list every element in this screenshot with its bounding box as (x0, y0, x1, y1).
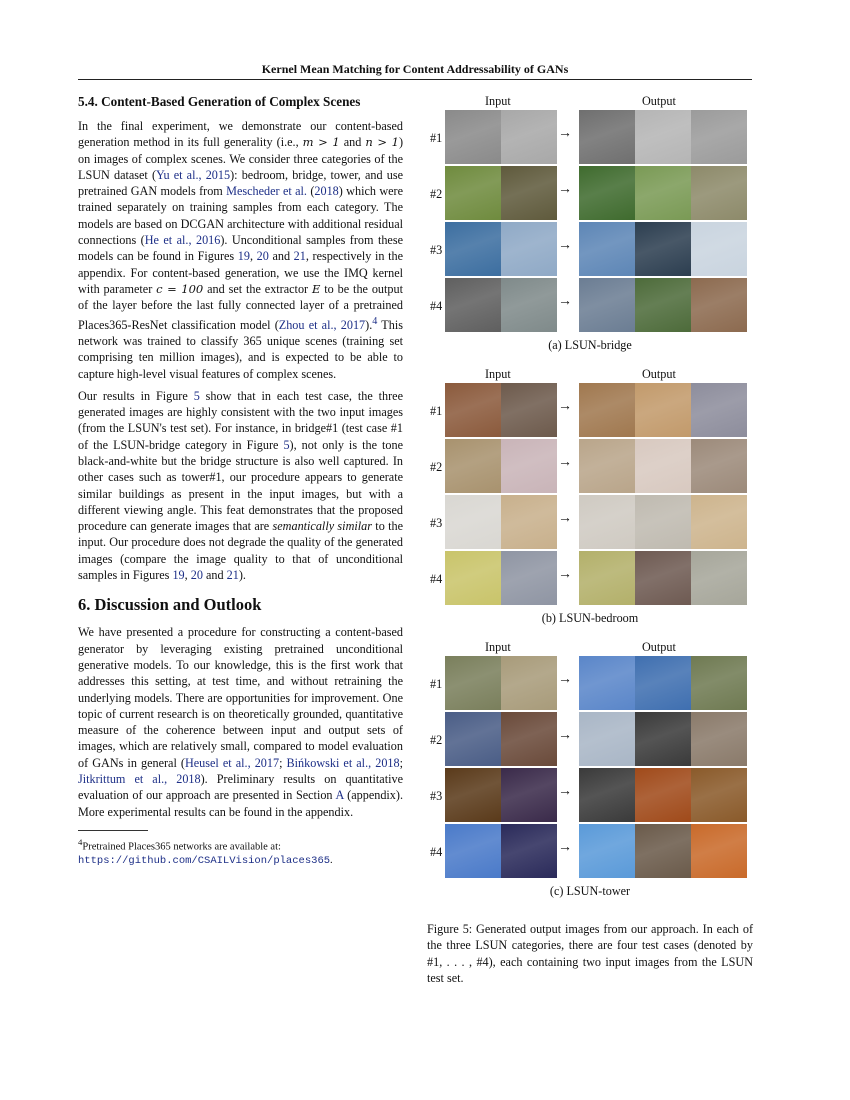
text-run: Our results in Figure (78, 388, 194, 403)
output-column-label: Output (642, 94, 676, 108)
output-image (635, 110, 691, 164)
input-image (501, 278, 557, 332)
output-image (691, 768, 747, 822)
text-run: ), not only is the tone black-and-white but the bridge structure is also well captured. In other cases such as tower#1, our procedure appears to generate similar buildings as present in the input images, but with a different viewing angle. This feat demonstrates that the proposed procedure can generate images that are (78, 437, 403, 534)
test-case-label: #4 (430, 845, 443, 859)
output-image (635, 551, 691, 605)
output-image (635, 824, 691, 878)
output-column-label: Output (642, 367, 676, 381)
citation-link[interactable]: 21 (293, 249, 306, 264)
output-column-label: Output (642, 640, 676, 654)
output-image (635, 712, 691, 766)
citation-link[interactable]: Mescheder et al. (226, 184, 307, 199)
citation-link[interactable]: Yu et al., 2015 (156, 167, 231, 182)
arrow-icon: → (558, 728, 572, 743)
arrow-icon: → (558, 182, 572, 197)
test-case-row (427, 656, 753, 712)
citation-link[interactable]: 20 (190, 568, 203, 583)
arrow-icon: → (558, 238, 572, 253)
output-image (635, 222, 691, 276)
test-case-row (427, 824, 753, 880)
running-header: Kernel Mean Matching for Content Addressability of GANs (261, 62, 569, 76)
citation-link[interactable]: 21 (226, 568, 239, 583)
output-image (635, 495, 691, 549)
figure-panel (427, 94, 753, 353)
input-image (501, 656, 557, 710)
citation-link[interactable]: 5 (283, 437, 290, 452)
text-run: , (184, 568, 191, 583)
input-image (501, 383, 557, 437)
output-image (579, 768, 635, 822)
text-run: ) which were trained separately on training samples from each category. The models are based on DCGAN architecture with additional residual connections ( (78, 184, 404, 248)
math-expression: c = 100 (156, 281, 204, 296)
output-image (691, 824, 747, 878)
footnote-end: . (330, 855, 333, 867)
text-run: and (339, 135, 366, 150)
section-5-4-paragraph-2 (78, 388, 403, 584)
panel-caption: (a) LSUN-bridge (548, 338, 632, 352)
input-column-label: Input (485, 94, 511, 108)
input-image (501, 166, 557, 220)
test-case-row (427, 110, 753, 166)
output-image (579, 110, 635, 164)
output-image (691, 383, 747, 437)
text-run: and (202, 568, 227, 583)
test-case-row (427, 222, 753, 278)
input-image (445, 278, 501, 332)
footnote-url-link[interactable]: https://github.com/CSAILVision/places365 (78, 855, 331, 868)
citation-link[interactable]: Bińkowski et al., 2018 (286, 755, 400, 770)
test-case-label: #4 (430, 572, 443, 586)
arrow-icon: → (558, 567, 572, 582)
text-run: ; (279, 755, 287, 770)
output-image (691, 222, 747, 276)
citation-link[interactable]: 19 (237, 249, 250, 264)
citation-link[interactable]: 2018 (314, 184, 339, 199)
test-case-label: #2 (430, 460, 443, 474)
text-run: ( (306, 184, 315, 199)
input-image (501, 712, 557, 766)
header-rule (78, 79, 752, 80)
text-run: and set the extractor (203, 281, 312, 296)
text-run: and (268, 249, 294, 264)
arrow-icon: → (558, 672, 572, 687)
input-image (445, 439, 501, 493)
figure-5 (427, 94, 753, 986)
footnote-reference[interactable]: 4 (372, 315, 378, 327)
output-image (579, 656, 635, 710)
text-run: ). Preliminary results on quantitative evaluation of our approach are presented in Section (78, 772, 403, 803)
input-image (445, 712, 501, 766)
text-run: to the input. Our procedure does not degrade the quality of the generated images (compare the image quality to that of unconditional samples in Figures (78, 519, 403, 583)
output-image (579, 439, 635, 493)
output-image (691, 278, 747, 332)
test-case-label: #1 (430, 404, 443, 418)
output-image (635, 166, 691, 220)
figure-panel (427, 640, 753, 899)
panel-caption: (b) LSUN-bedroom (541, 611, 639, 625)
arrow-icon: → (558, 784, 572, 799)
output-image (579, 383, 635, 437)
panel-header (427, 94, 753, 110)
panel-header (427, 640, 753, 656)
citation-link[interactable]: 19 (172, 568, 185, 583)
input-image (445, 768, 501, 822)
input-image (501, 824, 557, 878)
output-image (579, 495, 635, 549)
output-image (691, 656, 747, 710)
emphasis-text: semantically similar (272, 519, 372, 534)
arrow-icon: → (558, 511, 572, 526)
test-case-row (427, 383, 753, 439)
input-image (445, 110, 501, 164)
input-image (445, 383, 501, 437)
arrow-icon: → (558, 840, 572, 855)
math-expression: E (312, 281, 321, 296)
section-5-4-paragraph-1 (78, 118, 403, 382)
left-column (78, 94, 403, 868)
citation-link[interactable]: Jitkrittum et al., 2018 (78, 772, 201, 787)
input-image (501, 110, 557, 164)
output-image (691, 495, 747, 549)
text-run: In the final experiment, we demonstrate our content-based generation method in its full generality (i.e., (78, 119, 403, 150)
arrow-icon: → (558, 455, 572, 470)
test-case-row (427, 166, 753, 222)
figure-panel (427, 367, 753, 626)
input-image (501, 495, 557, 549)
citation-link[interactable]: 5 (193, 388, 200, 403)
text-run: ). (238, 568, 246, 583)
test-case-label: #3 (430, 789, 443, 803)
test-case-label: #4 (430, 299, 443, 313)
figure-caption: Figure 5: Generated output images from our approach. In each of the three LSUN categories, there are four test cases (denoted by #1, . . . , #4), each containing two input images from the LSUN test set. (427, 922, 753, 985)
input-image (445, 222, 501, 276)
text-run: show that in each test case, the three generated images are highly consistent with the two input images (from the LSUN's test set). For instance, in bridge#1 (test case #1 of the LSUN-bridge category in Figure (78, 388, 403, 452)
input-image (501, 222, 557, 276)
footnote-text: Pretrained Places365 networks are available at: (82, 841, 281, 853)
input-image (501, 439, 557, 493)
input-column-label: Input (485, 367, 511, 381)
text-run: ) on images of complex scenes. We consider three categories of the LSUN dataset ( (78, 135, 404, 182)
output-image (691, 439, 747, 493)
output-image (579, 278, 635, 332)
text-run: ; (399, 755, 403, 770)
test-case-label: #3 (430, 243, 443, 257)
section-6-title: 6. Discussion and Outlook (78, 595, 262, 615)
citation-link[interactable]: A (335, 788, 344, 803)
section-6-paragraph-1 (78, 624, 403, 820)
input-image (445, 824, 501, 878)
math-expression: n > 1 (365, 135, 399, 150)
footnote (78, 835, 403, 869)
input-image (445, 551, 501, 605)
output-image (635, 278, 691, 332)
arrow-icon: → (558, 294, 572, 309)
test-case-label: #2 (430, 187, 443, 201)
output-image (691, 712, 747, 766)
input-image (445, 166, 501, 220)
output-image (579, 222, 635, 276)
output-image (579, 712, 635, 766)
test-case-label: #1 (430, 131, 443, 145)
text-run: ): bedroom, bridge, tower, and use pretrained GAN models from (78, 167, 403, 199)
text-run: This network was trained to classify 365 unique scenes (training set comprising ten million images), and is expected to be able to capture high-level visual features of complex scenes. (78, 317, 403, 381)
test-case-row (427, 278, 753, 334)
output-image (635, 656, 691, 710)
test-case-label: #3 (430, 516, 443, 530)
input-image (445, 495, 501, 549)
text-run: , respectively in the appendix. For content-based generation, we use the IMQ kernel with parameter (78, 249, 403, 296)
output-image (635, 383, 691, 437)
output-image (635, 768, 691, 822)
footnote-rule (78, 830, 148, 831)
output-image (691, 166, 747, 220)
text-run: ). Unconditional samples from these models can be found in Figures (78, 233, 403, 264)
citation-link[interactable]: He et al., 2016 (144, 233, 221, 248)
output-image (579, 824, 635, 878)
test-case-label: #2 (430, 733, 443, 747)
input-image (501, 551, 557, 605)
input-image (445, 656, 501, 710)
test-case-label: #1 (430, 677, 443, 691)
output-image (635, 439, 691, 493)
footnote-mark: 4 (78, 836, 83, 847)
text-run: to be the output of the layer before the last fully connected layer of a pretrained Places365-ResNet classification model ( (78, 281, 403, 332)
output-image (579, 166, 635, 220)
text-run: (appendix). More experimental results can be found in the appendix. (78, 788, 403, 819)
output-image (691, 551, 747, 605)
arrow-icon: → (558, 399, 572, 414)
panel-header (427, 367, 753, 383)
panel-caption: (c) LSUN-tower (549, 884, 631, 898)
test-case-row (427, 712, 753, 768)
citation-link[interactable]: 20 (256, 249, 269, 264)
output-image (579, 551, 635, 605)
arrow-icon: → (558, 126, 572, 141)
input-image (501, 768, 557, 822)
test-case-row (427, 495, 753, 551)
text-run: , (249, 249, 257, 264)
figure-panels (427, 94, 753, 899)
citation-link[interactable]: Heusel et al., 2017 (184, 755, 280, 770)
citation-link[interactable]: Zhou et al., 2017 (278, 317, 366, 332)
text-run: ). (365, 317, 373, 332)
text-run: We have presented a procedure for constructing a content-based generator by leveraging existing pretrained unconditional generative models. To our knowledge, this is the first work that addresses this setting, at test time, and without retraining the underlying models. There are opportunities for improvement. One topic of current research is on theoretically grounded, quantitative measure of the coherence between input and output sets of images, which are relatively small, compared to model evaluation of GANs in general ( (78, 625, 403, 770)
test-case-row (427, 551, 753, 607)
input-column-label: Input (485, 640, 511, 654)
test-case-row (427, 439, 753, 495)
section-5-4-title: 5.4. Content-Based Generation of Complex Scenes (78, 94, 361, 109)
test-case-row (427, 768, 753, 824)
output-image (691, 110, 747, 164)
math-expression: m > 1 (302, 135, 340, 150)
